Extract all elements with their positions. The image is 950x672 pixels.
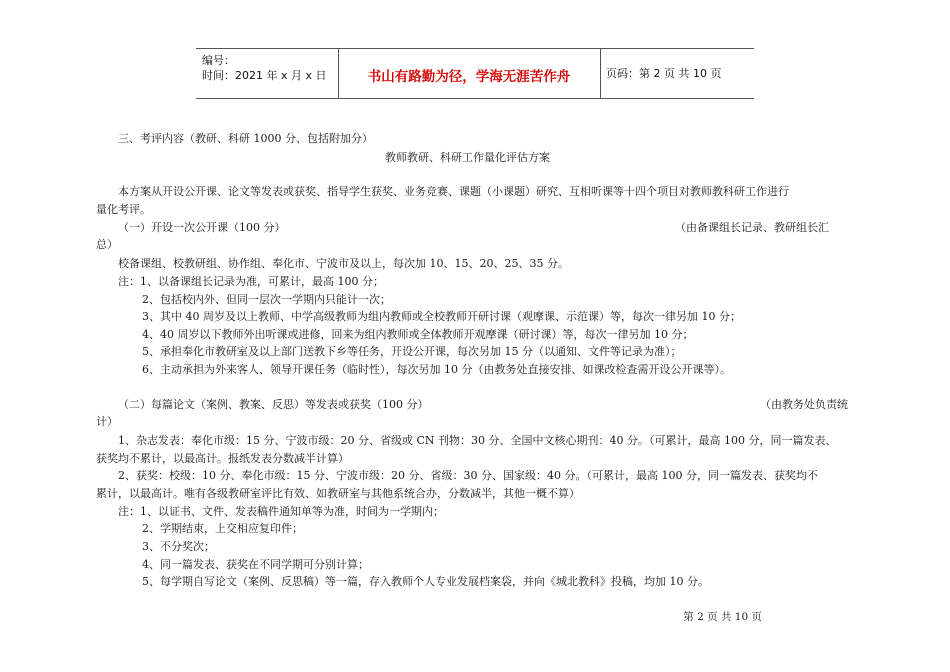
note-line: 注：1、以证书、文件、发表稿件通知单等为准，时间为一学期内； [118,505,444,518]
note-line: 6、主动承担为外来客人、领导开课任务（临时性），每次另加 10 分（由教务处直接安排、如课改检查需开设公开课等）。 [142,363,731,376]
page-footer: 第 2 页 共 10 页 [683,611,762,623]
note-line: 4、40 周岁以下教师外出听课或进修，回来为组内教师或全体教师开观摩课（研讨课）等，每次一律另加 10 分； [142,328,694,341]
paragraph-line: 校备课组、校教研组、协作组、奉化市、宁波市及以上，每次加 10、15、20、25、35 分。 [118,257,569,270]
note-line: 4、同一篇发表、获奖在不同学期可分别计算； [142,558,369,571]
note-line: 5、每学期自写论文（案例、反思稿）等一篇，存入教师个人专业发展档案袋，并向《城北教科》投稿，均加 10 分。 [142,575,709,588]
header-info-cell [196,49,339,98]
note-line: 3、不分奖次； [142,540,215,553]
paragraph-line: 获奖均不累计，以最高计。报纸发表分数减半计算） [96,452,349,465]
subsection-note: （由备课组长记录、教研组长汇 [675,221,829,234]
document-number-label: 编号： [202,54,235,67]
subsection-note: 总） [96,238,118,251]
note-line: 5、承担奉化市教研室及以上部门送教下乡等任务，开设公开课，每次另加 15 分（以通知、文件等记录为准）； [142,345,682,358]
subsection-heading: （一）开设一次公开课（100 分） [118,221,286,234]
note-line: 注：1、以备课组长记录为准，可累计，最高 100 分； [118,275,384,288]
note-line: 2、包括校内外、但同一层次一学期内只能计一次； [142,293,391,306]
page-number-label: 页码：第 2 页 共 10 页 [606,67,722,80]
header-motto-cell [338,49,601,98]
page-header [196,48,754,99]
subsection-note: （由教务处负责统 [760,398,848,411]
section-heading: 三、考评内容（教研、科研 1000 分、包括附加分） [118,132,373,145]
paragraph-line: 1、杂志发表：奉化市级：15 分、宁波市级：20 分、省级或 CN 刊物：30 分、全国中文核心期刊：40 分。（可累计，最高 100 分，同一篇发表、 [118,434,837,447]
header-page-cell [600,49,754,98]
paragraph-line: 本方案从开设公开课、论文等发表或获奖、指导学生获奖、业务竞赛、课题（小课题）研究、互相听课等十四个项目对教师教科研工作进行 [118,185,789,198]
motto-text: 书山有路勤为径，学海无涯苦作舟 [367,69,571,85]
paragraph-line: 量化考评。 [96,203,151,216]
document-title: 教师教研、科研工作量化评估方案 [385,151,550,164]
subsection-heading: （二）每篇论文（案例、教案、反思）等发表或获奖（100 分） [118,398,429,411]
subsection-note: 计） [96,415,118,428]
note-line: 2、学期结束，上交相应复印件； [142,522,303,535]
note-line: 3、其中 40 周岁及以上教师、中学高级教师为组内教师或全校教师开研讨课（观摩课、示范课）等，每次一律另加 10 分； [142,310,741,323]
paragraph-line: 累计，以最高计。唯有各级教研室评比有效、如教研室与其他系统合办，分数减半，其他一概不算） [96,487,580,500]
document-time-label: 时间：2021 年 x 月 x 日 [202,69,327,82]
paragraph-line: 2、获奖：校级：10 分、奉化市级：15 分、宁波市级：20 分、省级：30 分、国家级：40 分。（可累计，最高 100 分，同一篇发表、获奖均不 [118,469,818,482]
